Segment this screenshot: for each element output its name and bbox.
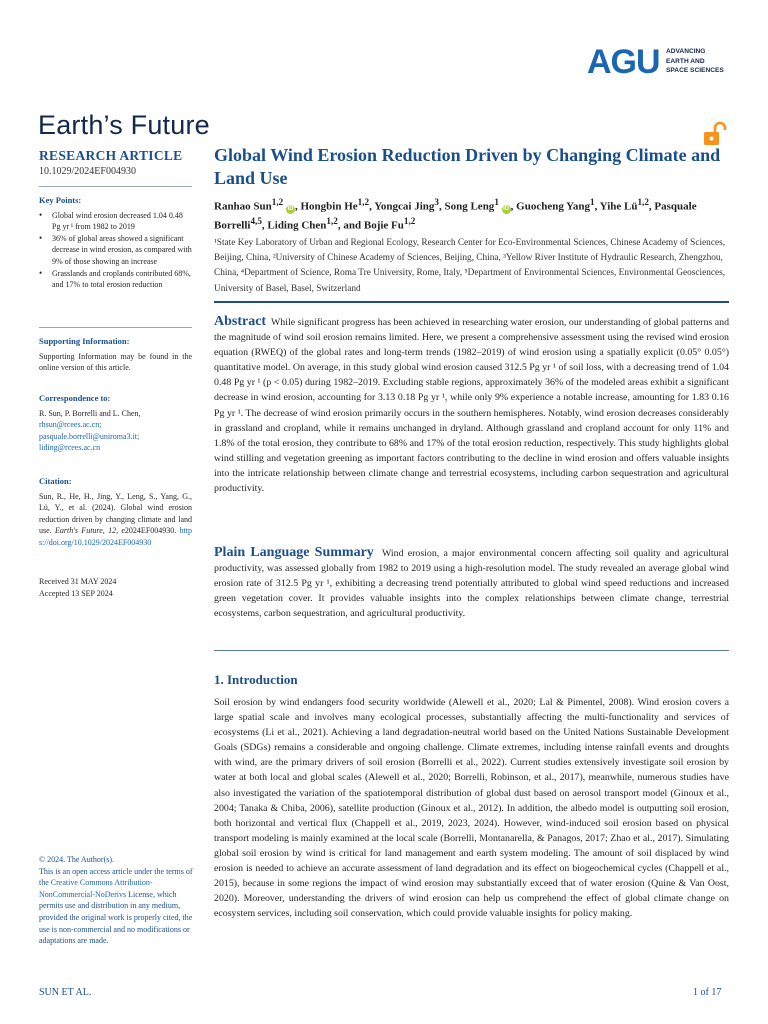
author-affil: 1,2 [357, 197, 370, 207]
license-link[interactable]: Creative Commons Attribution-NonCommercial-NoDerivs [39, 878, 153, 899]
divider [39, 327, 192, 328]
agu-logo-text [666, 47, 724, 76]
citation [39, 476, 192, 549]
copyright-text: This is an open access article under the terms of the [39, 866, 193, 888]
copyright-notice [39, 854, 194, 947]
author-affil: 1,2 [326, 216, 338, 227]
journal-name: Earth’s Future [38, 110, 210, 140]
copyright-line: © 2024. The Author(s). [39, 855, 115, 864]
author-list [214, 195, 714, 233]
key-point-item: • Grasslands and croplands contributed 68%, and 17% to total erosion reduction [39, 268, 192, 291]
introduction-text: Soil erosion by wind endangers food security worldwide (Alewell et al., 2020; Lal & Pimentel, 2008). Wind erosion covers a large spatial scale and involves many ecological processes, substantially affecting the multi-functionality and services of ecosystems (Li et al., 2021). Achieving a land degradation-neutral world based on the United Nations Sustainable Development Goals (SDGs) remains a considerable and ongoing challenge. Climate extremes, including intense rainfall events and droughts with wind, are the primary drivers of soil erosion (Borrelli et al., 2022). Current studies extensively investigate soil erosion by water at both local and global scales (Alewell et al., 2020; Borrelli, Robinson, et al., 2017), meanwhile, numerous studies have also investigated the variation of the spatiotemporal distribution of global dust based on aerosol transport model (Ginoux et al., 2004; Tanaka & Chiba, 2006), satellite production (Ginoux et al., 2012). In addition, the albedo model is outputting soil erosion, both horizontal and vertical flux (Chappell et al., 2019, 2023, 2024). However, wind-induced soil erosion based on physical transport modeling is mainly examined at the local scale (Borrelli, Montanarella, & Panagos, 2017; Zhao et al., 2017). Simulating global soil erosion by wind is critical for land management and earth system modeling. The amount of soil displaced by wind erosion is needed to achieve an accurate assessment of land degradation and its effect on biogeochemical cycles (Chappell et al., 2015), because in some regions the impact of wind erosion may substantially exceed that of water erosion (Quine & Van Oost, 2020). Moreover, understanding the drivers of wind erosion can help us comprehend the effect of global climate change on ecosystem services, including soil conservation, which could provide valuable insights for policy making. [214, 697, 729, 920]
email-link[interactable]: rhsun@rcees.ac.cn; [39, 420, 102, 430]
citation-journal: Earth's Future, 12, [54, 526, 119, 536]
dates [39, 576, 192, 599]
agu-mark: AGU [587, 43, 660, 81]
key-points-heading: Key Points: [39, 195, 82, 205]
supporting-heading: Supporting Information: [39, 336, 130, 346]
abstract-text: While significant progress has been achieved in researching water erosion, our understanding of global patterns and the magnitude of wind soil erosion remains limited. Here, we present a comprehensive assessment using the revised wind erosion equation (RWEQ) of the global rates and long-term trends (1982–2019) of wind erosion using a spatially explicit (0.05° 0.05°) quantitative model. On average, in this study global wind erosion caused 312.5 Pg yr ¹ of soil loss, with a decreasing trend of 1.04 0.48 Pg yr ¹ (p < 0.05) during 1982–2019. Excluding stable regions, approximately 36% of the modeled areas exhibit a significant decrease in wind erosion, accounting for 3.13 0.18 Pg yr ¹, while only 9% experience a notable increase, amounting for 1.83 0.16 Pg yr ¹. The decrease of wind erosion primarily occurs in the southern hemispheres. Notably, wind erosion decreases considerably in grassland and cropland, while it remains unchanged in dryland. Although grassland and cropland account for only 11% and 1.8% of the total erosion, they contribute to 68% and 17% of the total erosion reduction, respectively. This study highlights global wind stilling and vegetation greening as important factors contributing to the decline in wind erosion and offers valuable insights into the intricate relationship between climate change and terrestrial ecosystems, including carbon sequestration and agricultural productivity. [214, 317, 730, 495]
doi[interactable]: 10.1029/2024EF004930 [39, 166, 136, 177]
key-point-item: • Global wind erosion decreased 1.04 0.48 Pg yr ¹ from 1982 to 2019 [39, 210, 192, 233]
agu-logo [587, 44, 737, 80]
received-date: Received 31 MAY 2024 [39, 577, 117, 586]
copyright-text: License, which permits use and distribution in any medium, provided the original work is properly cited, the use is non-commercial and no modifications or adaptations are made. [39, 889, 193, 946]
email-link[interactable]: pasquale.borrelli@uniroma3.it; [39, 431, 140, 441]
citation-doi-link[interactable]: https://doi.org/10.1029/2024EF004930 [39, 526, 193, 547]
agu-logo-line: SPACE SCIENCES [666, 67, 724, 74]
citation-number: e2024EF004930. [121, 526, 177, 536]
author-affil: 4,5 [250, 216, 262, 227]
open-access-lock-icon[interactable] [703, 122, 728, 146]
author-affil: 3 [434, 197, 439, 207]
citation-text [39, 491, 192, 549]
author-name[interactable]: , Yihe Lü [594, 200, 638, 213]
agu-logo-line: EARTH AND [666, 57, 705, 65]
correspondence-names: R. Sun, P. Borrelli and L. Chen, [39, 408, 141, 418]
author-name[interactable]: Ranhao Sun [214, 200, 272, 213]
author-name[interactable]: , Hongbin He [295, 200, 358, 213]
pls-text: Wind erosion, a major environmental concern affecting soil quality and agricultural productivity, was assessed globally from 1982 to 2019 using a high-resolution model. The study revealed an average global wind erosion rate of 312.5 Pg yr ¹, exhibiting a decreasing trend potentially attributed to global wind speed reductions and increased green vegetation cover. It provides valuable insights into the complex relationships between climate change, terrestrial ecosystems, carbon sequestration, and agricultural productivity. [214, 548, 730, 620]
orcid-icon[interactable]: iD [287, 205, 294, 212]
author-affil: 1 [590, 197, 595, 207]
email-link[interactable]: liding@rcees.ac.cn [39, 443, 101, 453]
author-name[interactable]: , and Bojie Fu [337, 219, 404, 232]
citation-heading: Citation: [39, 476, 72, 486]
author-affil: 1,2 [271, 197, 284, 207]
citation-body: Sun, R., He, H., Jing, Y., Leng, S., Yang, G., Lü, Y., et al. (2024). Global wind erosion reduction driven by changing climate and land use. [39, 491, 192, 536]
key-point-item: • 36% of global areas showed a significant decrease in wind erosion, as compared with 9% of those showing an increase [39, 233, 192, 268]
section-rule [214, 650, 729, 651]
author-affil: 1,2 [637, 197, 649, 207]
article-type: RESEARCH ARTICLE [39, 148, 183, 163]
footer-authors: SUN ET AL. [39, 987, 92, 998]
author-name[interactable]: , Song Leng [438, 200, 495, 213]
author-name[interactable]: , Liding Chen [261, 219, 327, 232]
author-affil: 1,2 [403, 216, 416, 227]
key-points [39, 195, 192, 291]
author-name[interactable]: , Pasquale Borrelli [214, 200, 697, 232]
agu-logo-line: ADVANCING [666, 48, 706, 55]
author-affil: 1 [494, 197, 499, 207]
affiliations: ¹State Key Laboratory of Urban and Regional Ecology, Research Center for Eco-Environmental Sciences, Chinese Academy of Sciences, Beijing, China, ²University of Chinese Academy of Sciences, Beijing, China, ³Yellow River Institute of Hydraulic Research, Zhengzhou, China, ⁴Department of Science, Roma Tre University, Rome, Italy, ⁵Department of Environmental Sciences, Environmental Geosciences, University of Basel, Basel, Switzerland [214, 238, 726, 294]
orcid-icon[interactable]: iD [503, 205, 510, 212]
page-number: 1 of 17 [693, 987, 722, 998]
abstract [214, 314, 729, 496]
supporting-text: Supporting Information may be found in the online version of this article. [39, 351, 192, 373]
introduction-heading: 1. Introduction [214, 672, 298, 687]
author-name[interactable]: , Guocheng Yang [510, 200, 590, 213]
pls-heading: Plain Language Summary [214, 545, 374, 560]
article-title: Global Wind Erosion Reduction Driven by Changing Climate and Land Use [214, 145, 721, 188]
abstract-heading: Abstract [214, 314, 267, 329]
plain-language-summary [214, 545, 729, 621]
supporting-information [39, 336, 192, 374]
divider [39, 186, 192, 187]
correspondence [39, 393, 192, 454]
section-rule [214, 301, 729, 303]
accepted-date: Accepted 13 SEP 2024 [39, 588, 113, 598]
author-name[interactable]: , Yongcai Jing [369, 200, 435, 213]
correspondence-heading: Correspondence to: [39, 393, 111, 403]
